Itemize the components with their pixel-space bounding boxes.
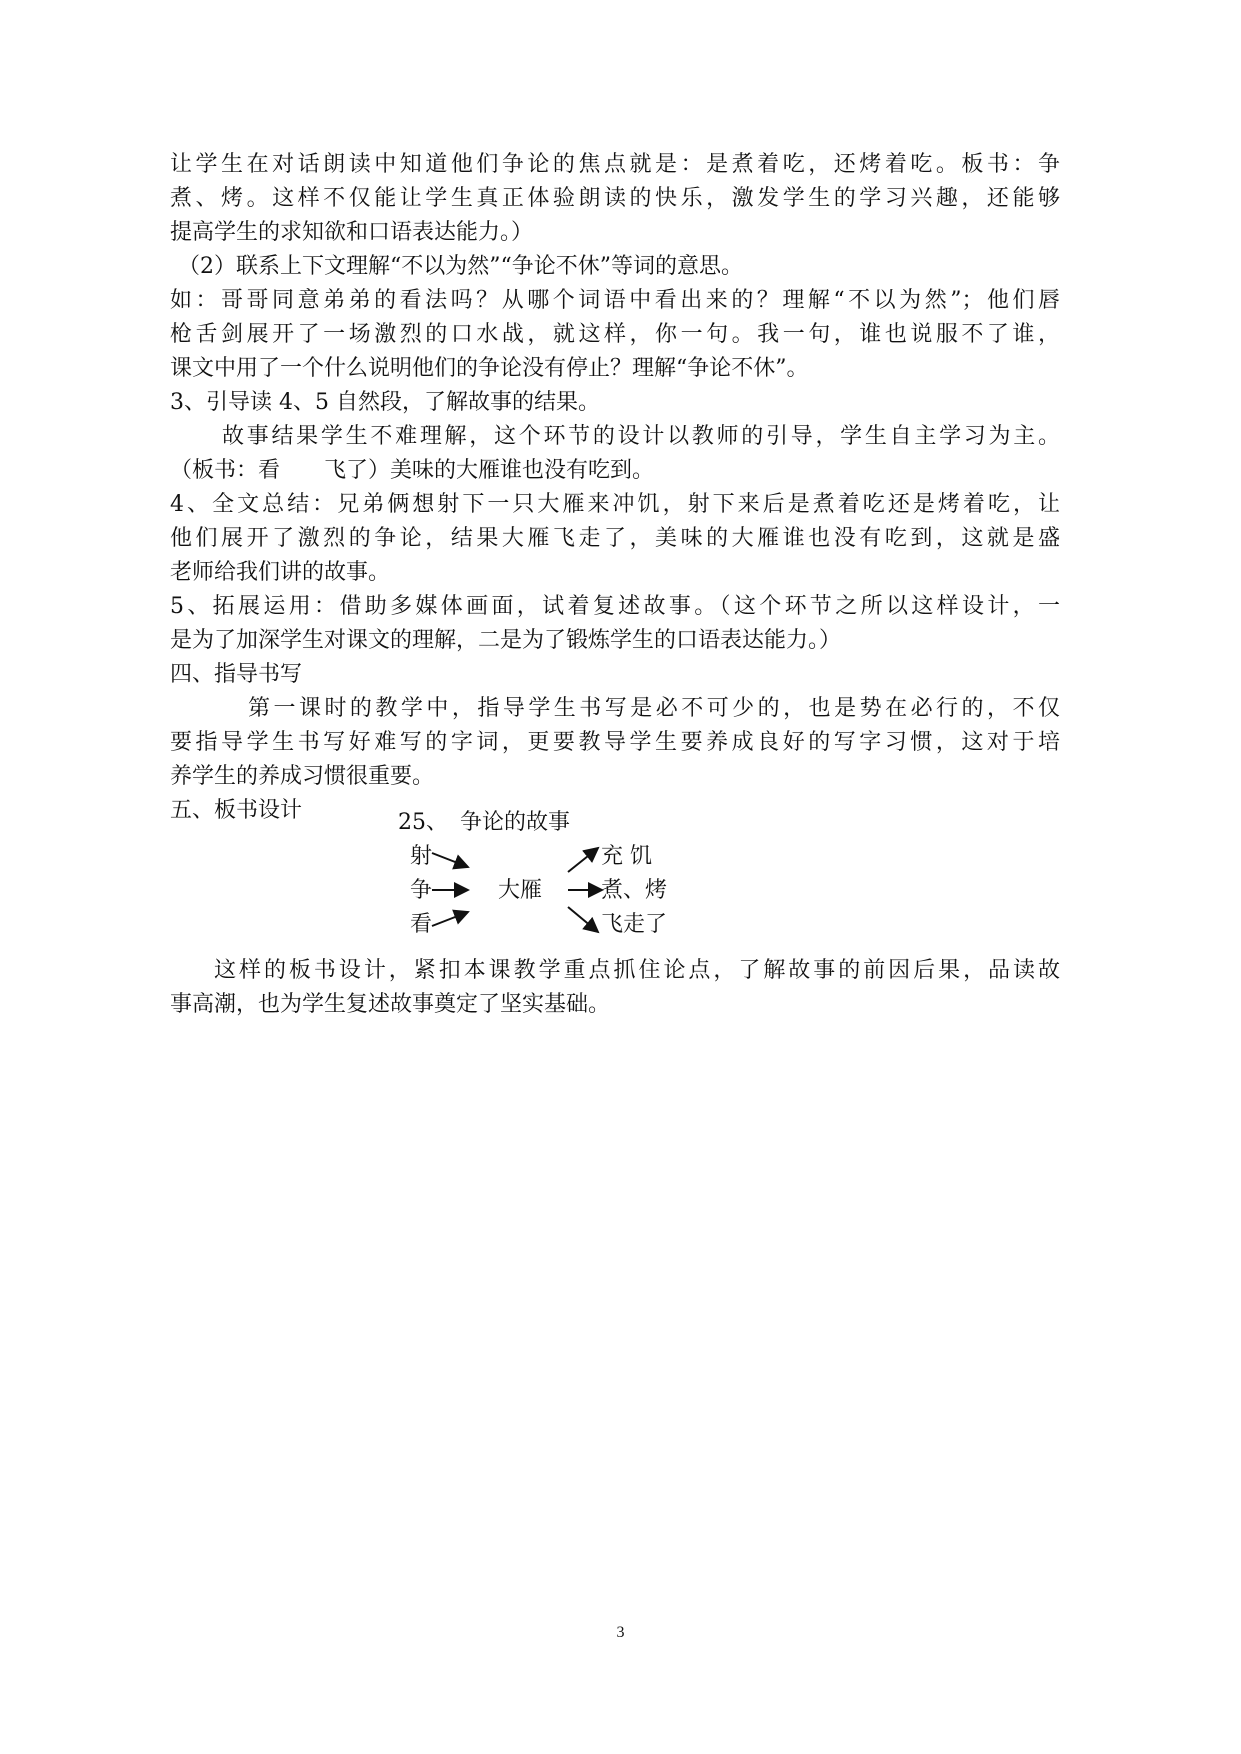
paragraph-line: 要指导学生书写好难写的字词，更要教导学生要养成良好的写字习惯，这对于培 <box>170 730 1060 755</box>
paragraph-line: 这样的板书设计，紧扣本课教学重点抓住论点，了解故事的前因后果，品读故 <box>214 958 1060 983</box>
arrow-line <box>568 907 598 932</box>
arrow-line <box>568 848 598 872</box>
paragraph-line: 养学生的养成习惯很重要。 <box>170 764 435 789</box>
paragraph-line: 故事结果学生不难理解，这个环节的设计以教师的引导，学生自主学习为主。 <box>222 424 1060 449</box>
paragraph-line: 让学生在对话朗读中知道他们争论的焦点就是：是煮着吃，还烤着吃。板书：争 <box>170 152 1060 177</box>
paragraph-line: 5、拓展运用：借助多媒体画面，试着复述故事。（这个环节之所以这样设计，一 <box>170 594 1060 619</box>
paragraph-line: 枪舌剑展开了一场激烈的口水战，就这样，你一句。我一句，谁也说服不了谁， <box>170 322 1060 347</box>
board-left-item: 射 <box>410 844 433 869</box>
paragraph-line: （2）联系上下文理解“不以为然”“争论不休”等词的意思。 <box>178 254 743 279</box>
paragraph-line: 4、全文总结：兄弟俩想射下一只大雁来冲饥，射下来后是煮着吃还是烤着吃，让 <box>170 492 1060 517</box>
board-title-number: 25、 <box>398 810 448 835</box>
paragraph-line: 是为了加深学生对课文的理解，二是为了锻炼学生的口语表达能力。） <box>170 628 842 653</box>
board-right-item: 充 饥 <box>601 844 652 869</box>
paragraph-line: 提高学生的求知欲和口语表达能力。） <box>170 220 534 245</box>
paragraph-line: 事高潮，也为学生复述故事奠定了坚实基础。 <box>170 992 611 1017</box>
arrow-line <box>432 912 468 926</box>
paragraph-line: 老师给我们讲的故事。 <box>170 560 391 585</box>
board-right-item: 飞走了 <box>601 912 668 937</box>
paragraph-line: 煮、烤。这样不仅能让学生真正体验朗读的快乐，激发学生的学习兴趣，还能够 <box>170 186 1060 211</box>
board-right-item: 煮、烤 <box>601 878 668 903</box>
section-heading: 五、板书设计 <box>170 798 303 823</box>
paragraph-line: 课文中用了一个什么说明他们的争论没有停止？理解“争论不休”。 <box>170 356 809 381</box>
paragraph-line: 他们展开了激烈的争论，结果大雁飞走了，美味的大雁谁也没有吃到，这就是盛 <box>170 526 1060 551</box>
paragraph-line: 3、引导读 4、5 自然段，了解故事的结果。 <box>170 390 600 415</box>
paragraph-line: 如：哥哥同意弟弟的看法吗？从哪个词语中看出来的？理解“不以为然”；他们唇 <box>170 288 1060 313</box>
board-title: 争论的故事 <box>460 810 571 835</box>
arrow-line <box>432 853 468 867</box>
section-heading: 四、指导书写 <box>170 662 303 687</box>
paragraph-line: 第一课时的教学中，指导学生书写是必不可少的，也是势在必行的，不仅 <box>248 696 1060 721</box>
board-left-item: 争 <box>410 878 433 903</box>
paragraph-line: （板书：看 飞了）美味的大雁谁也没有吃到。 <box>170 458 655 483</box>
board-left-item: 看 <box>410 912 433 937</box>
page-number: 3 <box>616 1624 625 1641</box>
board-center-item: 大雁 <box>498 878 543 903</box>
